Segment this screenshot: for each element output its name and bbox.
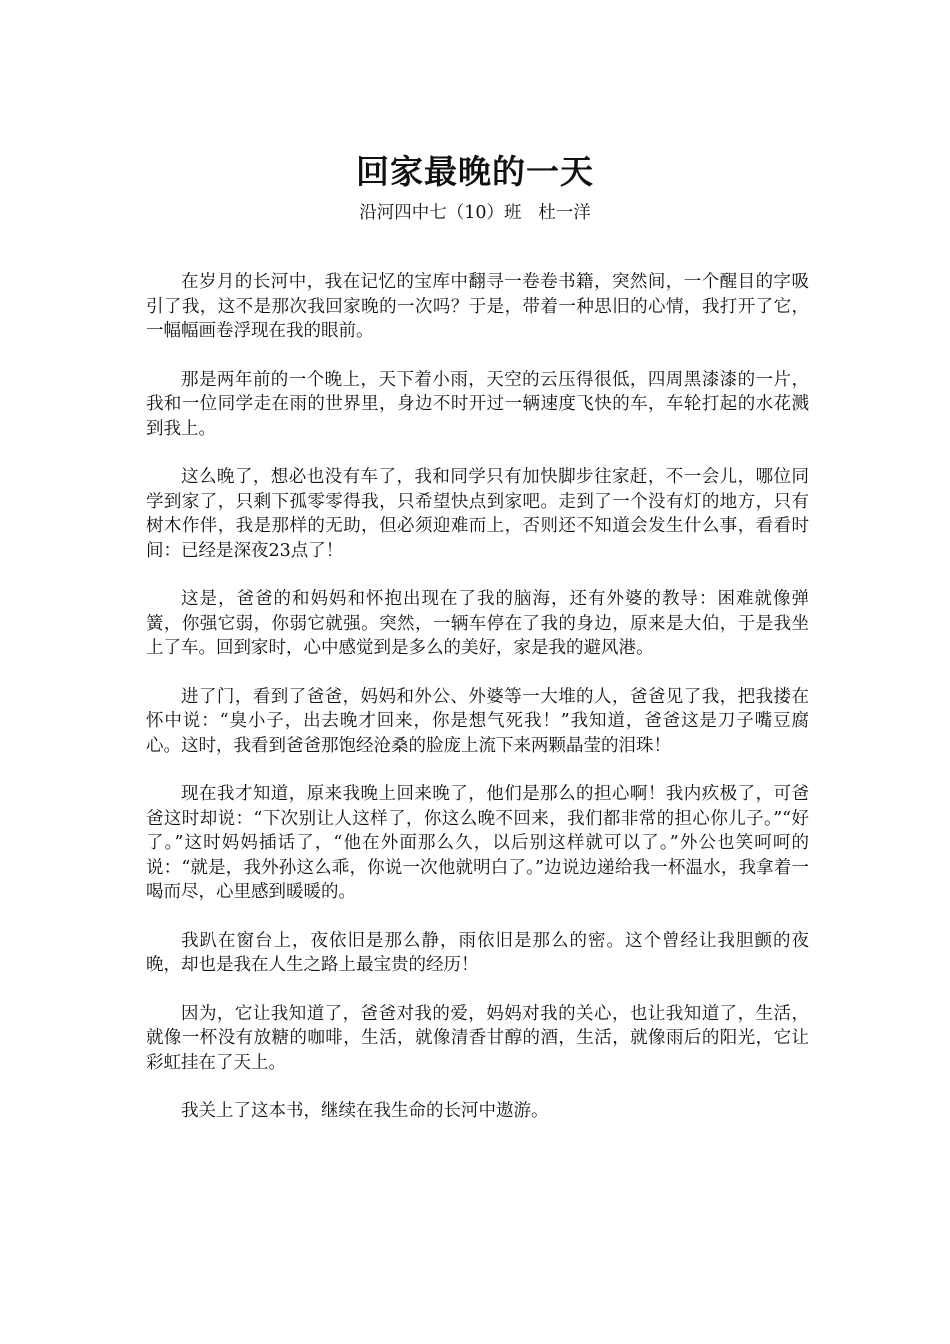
paragraph: 我趴在窗台上，夜依旧是那么静，雨依旧是那么的密。这个曾经让我胆颤的夜晚，却也是我在人生之路上最宝贵的经历！ [146,930,809,975]
essay-body [146,270,809,1148]
paragraph: 在岁月的长河中，我在记忆的宝库中翻寻一卷卷书籍，突然间，一个醒目的字吸引了我，这不是那次我回家晚的一次吗？于是，带着一种思旧的心情，我打开了它，一幅幅画卷浮现在我的眼前。 [146,272,809,341]
paragraph: 这是，爸爸的和妈妈和怀抱出现在了我的脑海，还有外婆的教导：困难就像弹簧，你强它弱，你弱它就强。突然，一辆车停在了我的身边，原来是大伯，于是我坐上了车。回到家时，心中感觉到是多么的美好，家是我的避风港。 [146,589,809,658]
essay-title: 回家最晚的一天 [356,152,594,192]
author-byline: 沿河四中七（10）班 杜一洋 [359,203,591,223]
paragraph: 因为，它让我知道了，爸爸对我的爱，妈妈对我的关心，也让我知道了，生活，就像一杯没有放糖的咖啡，生活，就像清香甘醇的酒，生活，就像雨后的阳光，它让彩虹挂在了天上。 [146,1003,809,1073]
paragraph: 这么晚了，想必也没有车了，我和同学只有加快脚步往家赶，不一会儿，哪位同学到家了，只剩下孤零零得我，只希望快点到家吧。走到了一个没有灯的地方，只有树木作伴，我是那样的无助，但必须迎难而上，否则还不知道会发生什么事，看看时间：已经是深夜23点了！ [146,467,809,561]
paragraph: 那是两年前的一个晚上，天下着小雨，天空的云压得很低，四周黑漆漆的一片，我和一位同学走在雨的世界里，身边不时开过一辆速度飞快的车，车轮打起的水花溅到我上。 [146,369,809,439]
paragraph: 现在我才知道，原来我晚上回来晚了，他们是那么的担心啊！我内疚极了，可爸爸这时却说：“下次别让人这样了，你这么晚不回来，我们都非常的担心你儿子。”“好了。”这时妈妈插话了，“他在外面那么久，以后别这样就可以了。”外公也笑呵呵的说：“就是，我外孙这么乖，你说一次他就明白了。”边说边递给我一杯温水，我拿着一喝而尽，心里感到暖暖的。 [146,784,809,902]
paragraph: 进了门，看到了爸爸，妈妈和外公、外婆等一大堆的人，爸爸见了我，把我搂在怀中说：“臭小子，出去晚才回来，你是想气死我！”我知道，爸爸这是刀子嘴豆腐心。这时，我看到爸爸那饱经沧桑的脸庞上流下来两颗晶莹的泪珠！ [146,686,809,756]
paragraph: 我关上了这本书，继续在我生命的长河中遨游。 [181,1101,549,1121]
